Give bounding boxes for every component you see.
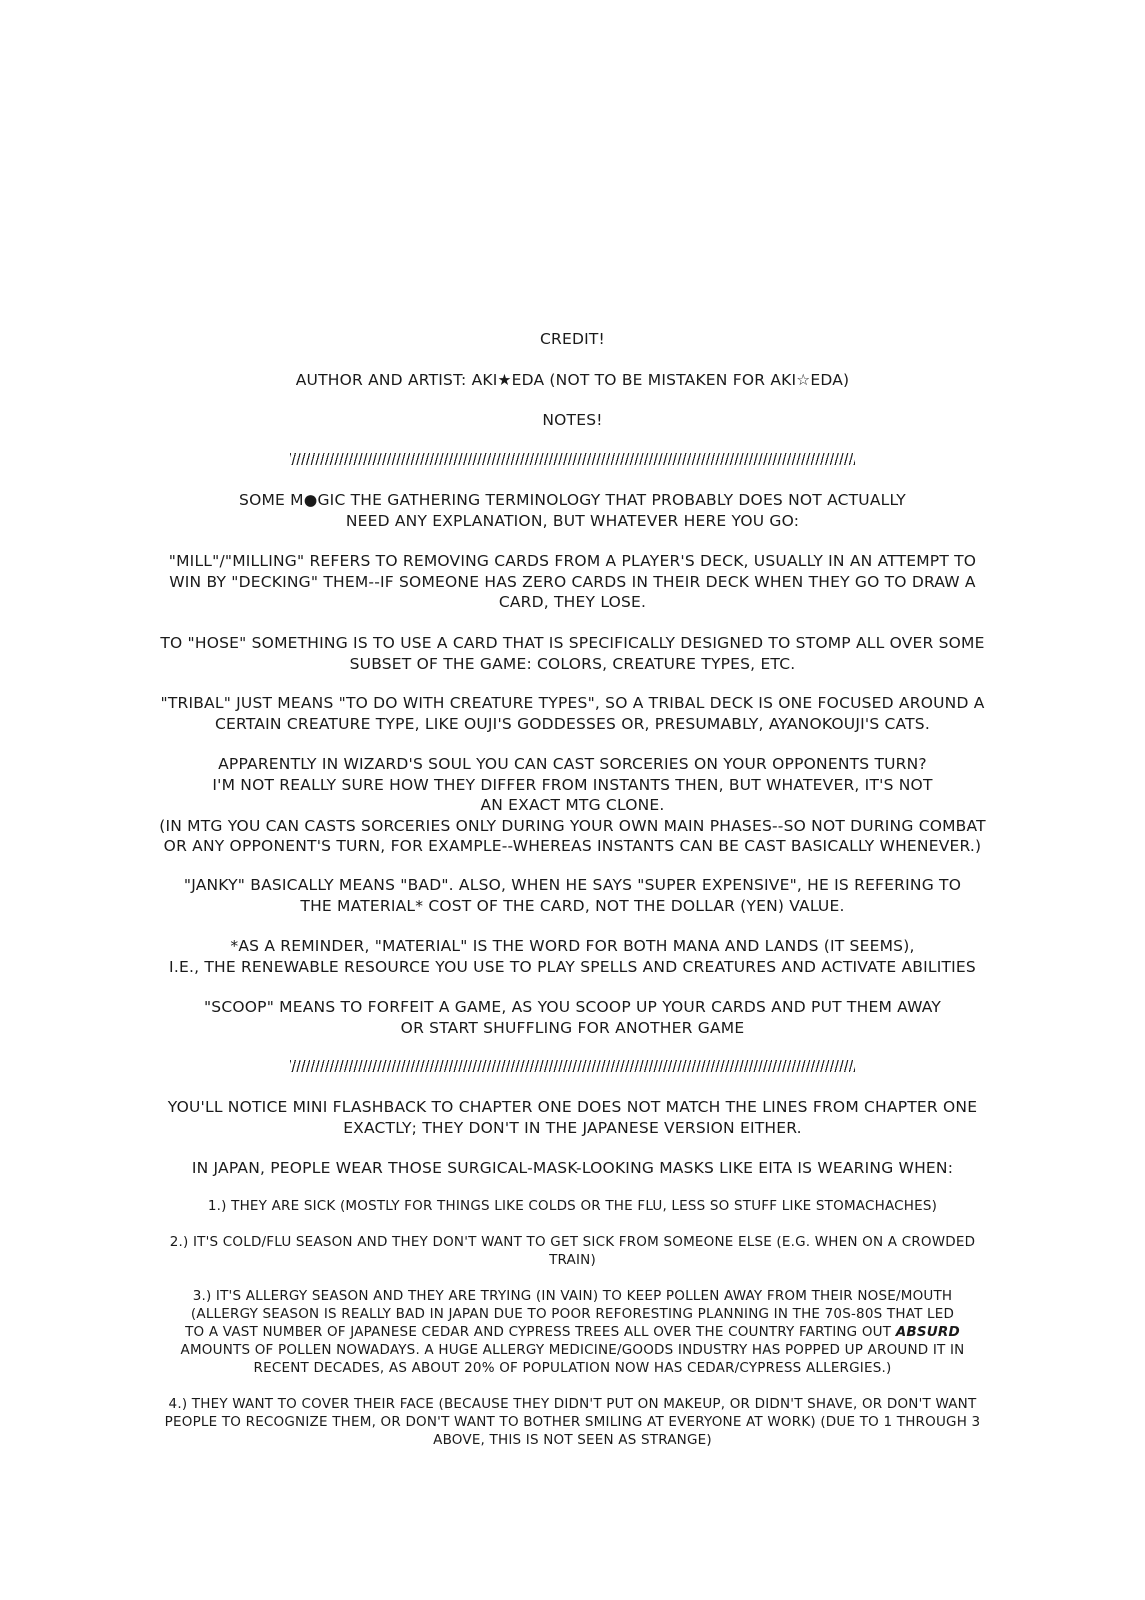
masks-intro-paragraph: IN JAPAN, PEOPLE WEAR THOSE SURGICAL-MASK-LOOKING MASKS LIKE EITA IS WEARING WHEN: [191,1159,954,1177]
mask-reason-1: 1.) THEY ARE SICK (MOSTLY FOR THINGS LIKE COLDS OR THE FLU, LESS SO STUFF LIKE STOMACHACHES) [207,1198,938,1214]
tribal-paragraph: "TRIBAL" JUST MEANS "TO DO WITH CREATURE TYPES", SO A TRIBAL DECK IS ONE FOCUSED AROUND A CERTAIN CREATURE TYPE, LIKE OUJI'S GODDESSES OR, PRESUMABLY, AYANOKOUJI'S CATS. [160,694,985,733]
credit-heading: CREDIT! [540,330,605,348]
notes-heading: NOTES! [542,411,603,429]
mask-reason-4: 4.) THEY WANT TO COVER THEIR FACE (BECAUSE THEY DIDN'T PUT ON MAKEUP, OR DIDN'T SHAVE, OR DON'T WANT PEOPLE TO RECOGNIZE THEM, OR DON'T WANT TO BOTHER SMILING AT EVERYONE AT WORK) (DUE TO 1 THROUGH 3 ABOVE, THIS IS NOT SEEN AS STRANGE) [164,1396,981,1448]
sorceries-paragraph: APPARENTLY IN WIZARD'S SOUL YOU CAN CAST SORCERIES ON YOUR OPPONENTS TURN? I'M NOT REALLY SURE HOW THEY DIFFER FROM INSTANTS THEN, BUT WHATEVER, IT'S NOT AN EXACT MTG CLONE. (IN MTG YOU CAN CASTS SORCERIES ONLY DURING YOUR OWN MAIN PHASES--SO NOT DURING COMBAT OR ANY OPPONENT'S TURN, FOR EXAMPLE--WHEREAS INSTANTS CAN BE CAST BASICALLY WHENEVER.) [159,755,986,855]
mask-reason-3-emphasis-line: TO A VAST NUMBER OF JAPANESE CEDAR AND CYPRESS TREES ALL OVER THE COUNTRY FARTING OUT ABSURD [185,1324,960,1340]
section-divider-top [290,453,855,465]
mill-paragraph: "MILL"/"MILLING" REFERS TO REMOVING CARDS FROM A PLAYER'S DECK, USUALLY IN AN ATTEMPT TO WIN BY "DECKING" THEM--IF SOMEONE HAS ZERO CARDS IN THEIR DECK WHEN THEY GO TO DRAW A CARD, THEY LOSE. [168,552,977,611]
mtg-intro-paragraph: SOME M●GIC THE GATHERING TERMINOLOGY THAT PROBABLY DOES NOT ACTUALLY NEED ANY EXPLANATION, BUT WHATEVER HERE YOU GO: [239,491,906,530]
section-divider-bottom [290,1060,855,1072]
author-credit: AUTHOR AND ARTIST: AKI★EDA (NOT TO BE MISTAKEN FOR AKI☆EDA) [295,371,850,389]
mask-reason-3: 3.) IT'S ALLERGY SEASON AND THEY ARE TRYING (IN VAIN) TO KEEP POLLEN AWAY FROM THEIR NOSE/MOUTH (ALLERGY SEASON IS REALLY BAD IN JAPAN DUE TO POOR REFORESTING PLANNING IN THE 70S-80S THAT LED TO A VAST NUMBER OF JAPANESE CEDAR AND CYPRESS TREES ALL OVER THE COUNTRY FARTING OUT ABSURD AMOUNTS OF POLLEN NOWADAYS. A HUGE ALLERGY MEDICINE/GOODS INDUSTRY HAS POPPED UP AROUND IT IN RECENT DECADES, AS ABOUT 20% OF POPULATION NOW HAS CEDAR/CYPRESS ALLERGIES.) [130,1287,1015,1377]
hose-paragraph: TO "HOSE" SOMETHING IS TO USE A CARD THAT IS SPECIFICALLY DESIGNED TO STOMP ALL OVER SOME SUBSET OF THE GAME: COLORS, CREATURE TYPES, ETC. [160,634,985,673]
janky-paragraph: "JANKY" BASICALLY MEANS "BAD". ALSO, WHEN HE SAYS "SUPER EXPENSIVE", HE IS REFERING TO THE MATERIAL* COST OF THE CARD, NOT THE DOLLAR (YEN) VALUE. [183,876,962,915]
material-paragraph: *AS A REMINDER, "MATERIAL" IS THE WORD FOR BOTH MANA AND LANDS (IT SEEMS), I.E., THE RENEWABLE RESOURCE YOU USE TO PLAY SPELLS AND CREATURES AND ACTIVATE ABILITIES [169,937,976,976]
mask-reason-2: 2.) IT'S COLD/FLU SEASON AND THEY DON'T WANT TO GET SICK FROM SOMEONE ELSE (E.G. WHEN ON A CROWDED TRAIN) [169,1234,976,1268]
absurd-emphasis: ABSURD [895,1324,960,1340]
flashback-paragraph: YOU'LL NOTICE MINI FLASHBACK TO CHAPTER ONE DOES NOT MATCH THE LINES FROM CHAPTER ONE EXACTLY; THEY DON'T IN THE JAPANESE VERSION EITHER. [167,1098,978,1137]
scoop-paragraph: "SCOOP" MEANS TO FORFEIT A GAME, AS YOU SCOOP UP YOUR CARDS AND PUT THEM AWAY OR START SHUFFLING FOR ANOTHER GAME [203,998,942,1037]
